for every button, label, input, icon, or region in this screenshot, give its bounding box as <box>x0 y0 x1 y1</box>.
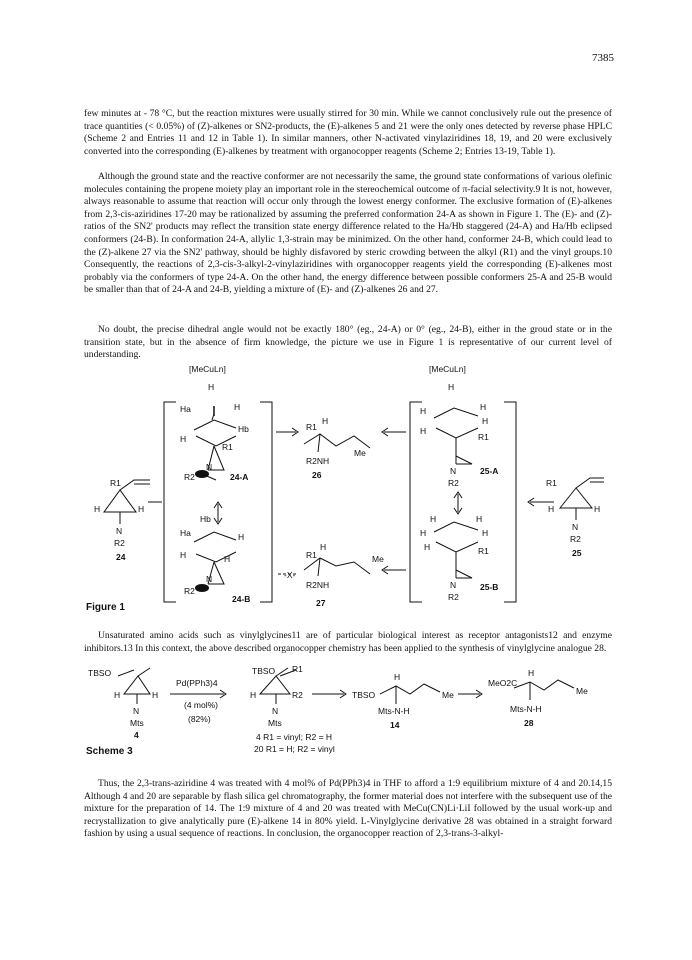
label-r2nh: R2NH <box>306 580 330 590</box>
label-r1: R1 <box>222 442 233 452</box>
legend-compound-4: 4 R1 = vinyl; R2 = H <box>256 732 333 742</box>
reagent-right: [MeCuLn] <box>429 364 466 374</box>
label-h: H <box>448 382 455 392</box>
label-h: H <box>224 554 231 564</box>
label-h: H <box>208 382 215 392</box>
label-h: H <box>420 426 427 436</box>
label-h: H <box>152 690 159 700</box>
label-me: Me <box>354 448 366 458</box>
blocked-arrow-mark: -X- <box>284 570 296 580</box>
label-r1: R1 <box>546 478 557 488</box>
label-h: H <box>320 542 327 552</box>
label-h: H <box>250 690 257 700</box>
label-h: H <box>180 434 187 444</box>
label-h: H <box>482 416 489 426</box>
compound-4: 4 <box>134 730 139 740</box>
label-n: N <box>450 580 457 590</box>
label-h: H <box>594 504 601 514</box>
figure-1 <box>84 362 614 622</box>
reagent-pd: Pd(PPh3)4 <box>176 678 218 688</box>
scheme-3-caption: Scheme 3 <box>86 746 133 757</box>
label-n: N <box>116 526 123 536</box>
compound-25a: 25-A <box>480 466 499 476</box>
label-me: Me <box>442 690 454 700</box>
label-h: H <box>394 672 401 682</box>
label-n: N <box>572 522 579 532</box>
label-h: H <box>548 504 555 514</box>
label-me: Me <box>576 686 588 696</box>
label-tbso: TBSO <box>252 666 276 676</box>
paragraph-5: Thus, the 2,3-trans-aziridine 4 was treated with 4 mol% of Pd(PPh3)4 in THF to afford a 1:9 equilibrium mixture of 4 and 20.14,15 Although 4 and 20 are separable by flash silica gel chromatography, the former material does not interfere with the subsequent use of the mixture for the preparation of 14. The 1:9 mixture of 4 and 20 was treated with MeCu(CN)Li·LiI followed by the usual work-up and recrystallization to give analytically pure (E)-alkene 14 in 80% yield. L-Vinylglycine derivative 28 was obtained in a straight forward fashion by using a usual sequence of reactions. In conclusion, the organocopper reaction of 2,3-trans-3-alkyl- <box>84 778 612 840</box>
paragraph-2: Although the ground state and the reactive conformer are not necessarily the same, the ground state conformations of various olefinic molecules containing the propene moiety play an important role in the stereochemical outcome of π-facial selectivity.9 It is not, however, always reasonable to assume that reaction will occur only through the lowest energy conformer. The exclusive formation of (E)-alkenes from 2,3-cis-aziridines 17-20 may be rationalized by assuming the preferred conformation 24-A as shown in Figure 1. The (E)- and (Z)-ratios of the SN2' products may reflect the transition state energy difference related to the Ha/Hb staggered (24-A) and Ha/Hb eclipsed conformers (24-B). In conformation 24-A, allylic 1,3-strain may be minimized. On the other hand, conformer 24-B, which could lead to the (Z)-alkene 27 via the SN2' pathway, should be highly disfavored by steric crowding between the alkyl (R1) and the vinyl groups.10 Consequently, the reactions of 2,3-cis-3-alkyl-2-vinylaziridines with organocopper reagents yield the corresponding (E)-alkenes most probably via the conformers of type 24-A. On the other hand, the energy difference between possible conformers 25-A and 25-B would be smaller than that of 24-A and 24-B, yielding a mixture of (E)- and (Z)-alkenes 26 and 27. <box>84 171 612 296</box>
compound-28: 28 <box>524 718 534 728</box>
label-r1: R1 <box>306 422 317 432</box>
label-mts: Mts <box>130 718 144 728</box>
paragraph-1: few minutes at - 78 °C, but the reaction mixtures were usually stirred for 30 min. While we cannot conclusively rule out the presence of trace quantities (< 0.05%) of (Z)-alkenes or SN2-products, the (E)-alkenes 5 and 21 were the only ones detected by reverse phase HPLC (Scheme 2 and Entries 11 and 12 in Table 1). In similar manners, other N-activated vinylaziridines 18, 19, and 20 were exclusively converted into the corresponding (E)-alkenes by treatment with organocopper reagents (Scheme 2; Entries 13-19, Table 1). <box>84 108 612 157</box>
paragraph-4: Unsaturated amino acids such as vinylglycines11 are of particular biological interest as receptor antagonists12 and enzyme inhibitors.13 In this context, the above described organocopper chemistry has been applied to the synthesis of vinylglycine analogue 28. <box>84 630 612 654</box>
compound-24a: 24-A <box>230 472 249 482</box>
label-h: H <box>420 406 427 416</box>
label-n: N <box>133 706 140 716</box>
label-h: H <box>238 532 245 542</box>
label-me: Me <box>372 554 384 564</box>
label-h: H <box>528 668 535 678</box>
label-mts: Mts <box>268 718 282 728</box>
label-h: H <box>430 514 437 524</box>
label-r1: R1 <box>478 432 489 442</box>
label-r2: R2 <box>184 472 195 482</box>
compound-25: 25 <box>572 548 582 558</box>
compound-24: 24 <box>116 552 126 562</box>
label-h: H <box>234 402 241 412</box>
label-h: H <box>114 690 121 700</box>
label-h: H <box>482 528 489 538</box>
compound-26: 26 <box>312 470 322 480</box>
label-hb: Hb <box>200 514 211 524</box>
label-hb: Hb <box>238 424 249 434</box>
label-n: N <box>450 466 457 476</box>
label-h: H <box>322 416 329 426</box>
label-n: N <box>206 574 213 584</box>
label-h: H <box>424 542 431 552</box>
label-tbso: TBSO <box>352 690 376 700</box>
label-r2: R2 <box>448 592 459 602</box>
figure-1-caption: Figure 1 <box>86 602 125 613</box>
label-ha: Ha <box>180 404 191 414</box>
label-r2: R2 <box>570 534 581 544</box>
compound-24b: 24-B <box>232 594 251 604</box>
label-r1: R1 <box>478 546 489 556</box>
reagent-left: [MeCuLn] <box>189 364 226 374</box>
label-meo2c: MeO2C <box>488 678 518 688</box>
label-h: H <box>476 514 483 524</box>
label-r2nh: R2NH <box>306 456 330 466</box>
label-r2: R2 <box>114 538 125 548</box>
label-r2: R2 <box>184 586 195 596</box>
label-n: N <box>206 462 213 472</box>
label-n: N <box>272 706 279 716</box>
label-r1: R1 <box>306 550 317 560</box>
yield: (82%) <box>188 714 211 724</box>
label-h: H <box>94 504 101 514</box>
label-mts-nh: Mts-N-H <box>510 704 542 714</box>
label-h: H <box>138 504 145 514</box>
legend-compound-20: 20 R1 = H; R2 = vinyl <box>254 744 335 754</box>
compound-14: 14 <box>390 720 400 730</box>
label-tbso: TBSO <box>88 668 112 678</box>
page-number: 7385 <box>592 52 614 64</box>
label-r2: R2 <box>292 690 303 700</box>
label-h: H <box>480 402 487 412</box>
label-h: H <box>420 528 427 538</box>
reagent-amount: (4 mol%) <box>184 700 219 710</box>
label-ha: Ha <box>180 528 191 538</box>
label-r2: R2 <box>448 478 459 488</box>
compound-27: 27 <box>316 598 326 608</box>
paragraph-3: No doubt, the precise dihedral angle would not be exactly 180° (eg., 24-A) or 0° (eg., 24-B), either in the groud state or in the transition state, but in the absence of firm knowledge, the picture we use in Figure 1 is representative of our current level of understanding. <box>84 324 612 361</box>
scheme-3 <box>84 664 614 770</box>
label-h: H <box>180 550 187 560</box>
label-mts-nh: Mts-N-H <box>378 706 410 716</box>
compound-25b: 25-B <box>480 582 499 592</box>
label-r1: R1 <box>292 664 303 674</box>
label-r1: R1 <box>110 478 121 488</box>
